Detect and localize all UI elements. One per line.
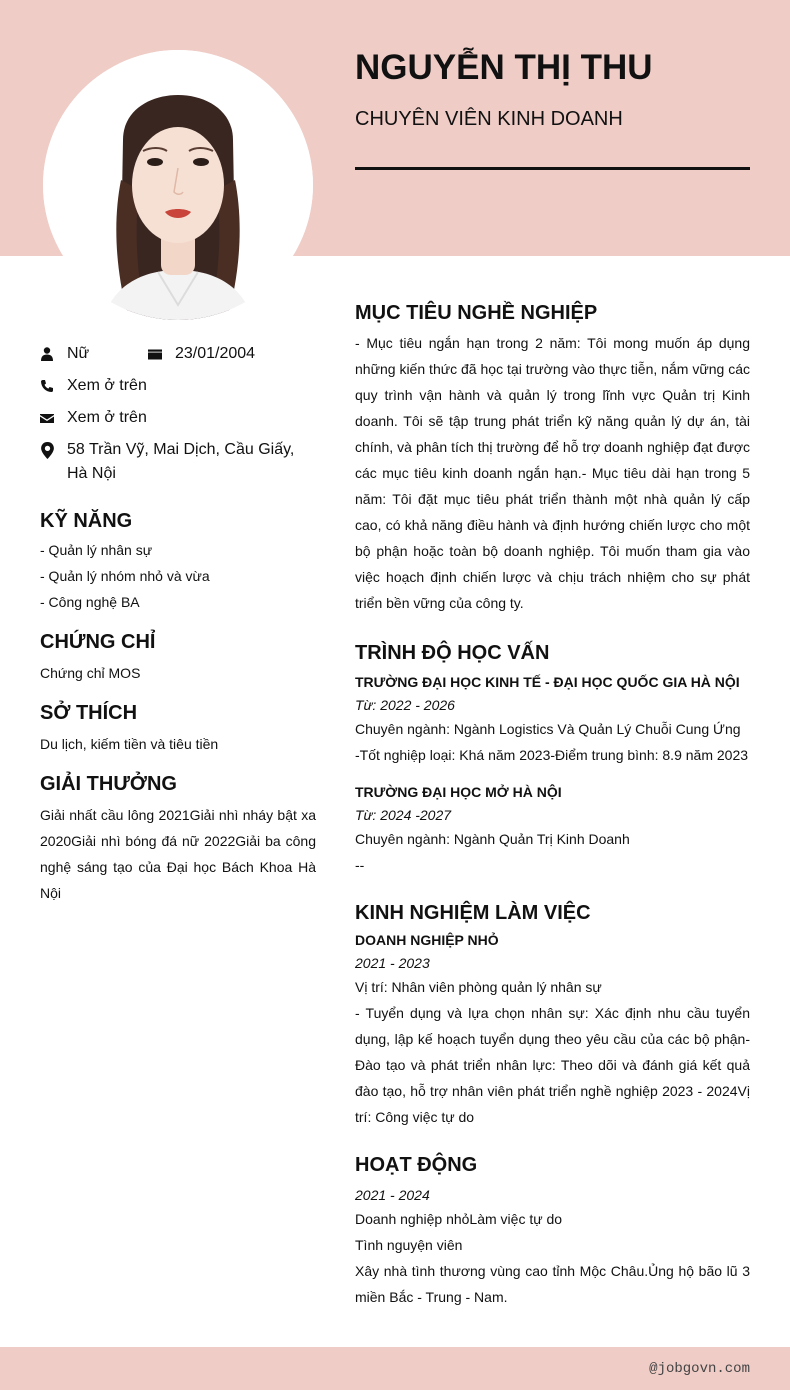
envelope-icon bbox=[40, 402, 67, 434]
title-divider bbox=[355, 167, 750, 170]
experience-title: KINH NGHIỆM LÀM VIỆC bbox=[355, 902, 591, 924]
certificates-title: CHỨNG CHỈ bbox=[40, 631, 156, 653]
education-note: -Tốt nghiệp loại: Khá năm 2023-Điểm trung bình: 8.9 năm 2023 bbox=[355, 747, 749, 763]
birthday-row bbox=[148, 338, 255, 370]
education-title: TRÌNH ĐỘ HỌC VẤN bbox=[355, 642, 550, 664]
awards-title: GIẢI THƯỞNG bbox=[40, 773, 177, 795]
phone-row bbox=[40, 370, 316, 402]
address-value: 58 Trần Vỹ, Mai Dịch, Cầu Giấy, Hà Nội bbox=[67, 441, 295, 482]
hobbies-title: SỞ THÍCH bbox=[40, 702, 138, 724]
objective-title: MỤC TIÊU NGHỀ NGHIỆP bbox=[355, 302, 598, 324]
skills-list bbox=[40, 537, 316, 615]
skill-item: - Quản lý nhân sự bbox=[40, 542, 153, 558]
education-period: Từ: 2022 - 2026 bbox=[355, 697, 455, 713]
left-column bbox=[40, 338, 316, 906]
birthday-value: 23/01/2004 bbox=[175, 345, 256, 362]
objective-text: - Mục tiêu ngắn hạn trong 2 năm: Tôi mong muốn áp dụng những kiến thức đã học tại trường vào thực tiễn, nắm vững các quy trình vận hành và quản lý trong lĩnh vực Quản trị Kinh doanh. Tôi sẽ tập trung phát triển kỹ năng quản lý dự án, tài chính, và phân tích thị trường để hỗ trợ doanh nghiệp đạt được các mục tiêu kinh doanh ngắn hạn.- Mục tiêu dài hạn trong 5 năm: Tôi đặt mục tiêu phát triển thành một nhà quản lý cấp cao, có khả năng điều hành và định hướng chiến lược cho một bộ phận hoặc toàn bộ doanh nghiệp. Tôi muốn tham gia vào việc hoạch định chiến lược và chịu trách nhiệm cho sự phát triển bền vững của công ty. bbox=[355, 335, 750, 611]
phone-icon bbox=[40, 370, 67, 402]
certificates-text: Chứng chỉ MOS bbox=[40, 665, 141, 681]
activities-line: Doanh nghiệp nhỏLàm việc tự do bbox=[355, 1211, 563, 1227]
avatar bbox=[43, 50, 313, 320]
footer-watermark: @jobgovn.com bbox=[649, 1361, 750, 1377]
skill-item: - Quản lý nhóm nhỏ và vừa bbox=[40, 568, 210, 584]
gender-value: Nữ bbox=[67, 345, 90, 362]
education-major: Chuyên ngành: Ngành Quản Trị Kinh Doanh bbox=[355, 831, 630, 847]
education-period: Từ: 2024 -2027 bbox=[355, 807, 452, 823]
email-row bbox=[40, 402, 316, 434]
calendar-icon bbox=[148, 338, 175, 370]
activities-period: 2021 - 2024 bbox=[355, 1187, 430, 1203]
experience-company: DOANH NGHIỆP NHỎ bbox=[355, 932, 499, 948]
skill-item: - Công nghệ BA bbox=[40, 594, 140, 610]
phone-value: Xem ở trên bbox=[67, 377, 147, 394]
activities-line: Tình nguyện viên bbox=[355, 1237, 463, 1253]
experience-position: Vị trí: Nhân viên phòng quản lý nhân sự bbox=[355, 979, 602, 995]
experience-description: - Tuyển dụng và lựa chọn nhân sự: Xác định nhu cầu tuyển dụng, lập kế hoạch tuyển dụng theo yêu cầu của các bộ phận-Đào tạo và phát triển nhân lực: Theo dõi và đánh giá kết quả đào tạo, hỗ trợ nhân viên phát triển nghề nghiệp 2023 - 2024Vị trí: Công việc tự do bbox=[355, 1005, 750, 1125]
education-school: TRƯỜNG ĐẠI HỌC MỞ HÀ NỘI bbox=[355, 784, 562, 800]
skills-title: KỸ NĂNG bbox=[40, 510, 133, 532]
education-major: Chuyên ngành: Ngành Logistics Và Quản Lý Chuỗi Cung Ứng bbox=[355, 721, 741, 737]
map-pin-icon bbox=[40, 434, 67, 466]
email-value: Xem ở trên bbox=[67, 409, 147, 426]
candidate-name: NGUYỄN THỊ THU bbox=[355, 48, 653, 87]
activities-line: Xây nhà tình thương vùng cao tỉnh Mộc Châu.Ủng hộ bão lũ 3 miền Bắc - Trung - Nam. bbox=[355, 1263, 750, 1305]
gender-row bbox=[40, 338, 148, 370]
hobbies-text: Du lịch, kiếm tiền và tiêu tiền bbox=[40, 736, 219, 752]
gender-birthday-row bbox=[40, 338, 316, 370]
awards-text: Giải nhất cầu lông 2021Giải nhì nháy bật xa 2020Giải nhì bóng đá nữ 2022Giải ba công nghệ sáng tạo của Đại học Bách Khoa Hà Nội bbox=[40, 807, 316, 901]
job-title: CHUYÊN VIÊN KINH DOANH bbox=[355, 108, 623, 130]
education-item bbox=[355, 780, 750, 878]
address-row bbox=[40, 434, 316, 486]
education-note: -- bbox=[355, 857, 365, 873]
portrait-photo bbox=[43, 50, 313, 320]
right-column bbox=[355, 298, 750, 1310]
education-school: TRƯỜNG ĐẠI HỌC KINH TẾ - ĐẠI HỌC QUỐC GIA HÀ NỘI bbox=[355, 674, 740, 690]
activities-title: HOẠT ĐỘNG bbox=[355, 1154, 478, 1176]
experience-period: 2021 - 2023 bbox=[355, 955, 430, 971]
person-icon bbox=[40, 338, 67, 370]
education-item bbox=[355, 670, 750, 768]
